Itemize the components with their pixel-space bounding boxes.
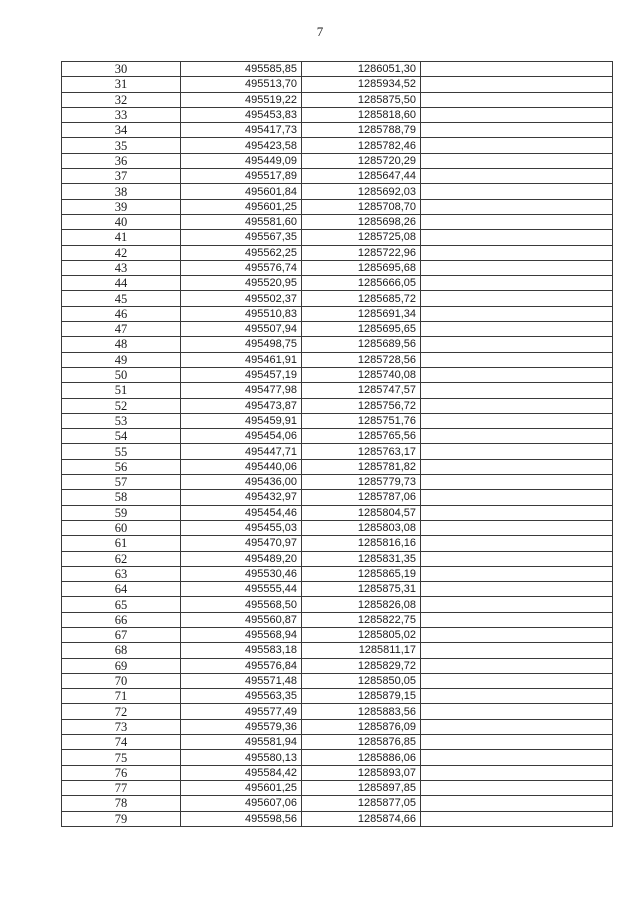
y-coordinate-cell: 1285829,72	[302, 658, 421, 673]
table-row	[62, 367, 613, 382]
x-coordinate-cell: 495581,94	[181, 735, 302, 750]
point-number-cell: 51	[62, 383, 181, 398]
y-coordinate-cell: 1285934,52	[302, 77, 421, 92]
table-row	[62, 704, 613, 719]
table-row	[62, 276, 613, 291]
table-row	[62, 352, 613, 367]
point-number-cell: 36	[62, 153, 181, 168]
empty-cell	[421, 627, 613, 642]
table-row	[62, 429, 613, 444]
empty-cell	[421, 780, 613, 795]
empty-cell	[421, 597, 613, 612]
empty-cell	[421, 750, 613, 765]
point-number-cell: 56	[62, 459, 181, 474]
y-coordinate-cell: 1285647,44	[302, 169, 421, 184]
y-coordinate-cell: 1285722,96	[302, 245, 421, 260]
x-coordinate-cell: 495579,36	[181, 719, 302, 734]
point-number-cell: 37	[62, 169, 181, 184]
y-coordinate-cell: 1285787,06	[302, 490, 421, 505]
x-coordinate-cell: 495607,06	[181, 796, 302, 811]
empty-cell	[421, 398, 613, 413]
table-row	[62, 107, 613, 122]
x-coordinate-cell: 495498,75	[181, 337, 302, 352]
y-coordinate-cell: 1285886,06	[302, 750, 421, 765]
point-number-cell: 40	[62, 214, 181, 229]
point-number-cell: 59	[62, 505, 181, 520]
empty-cell	[421, 429, 613, 444]
y-coordinate-cell: 1285708,70	[302, 199, 421, 214]
table-row	[62, 413, 613, 428]
point-number-cell: 46	[62, 306, 181, 321]
empty-cell	[421, 199, 613, 214]
empty-cell	[421, 643, 613, 658]
point-number-cell: 38	[62, 184, 181, 199]
x-coordinate-cell: 495555,44	[181, 582, 302, 597]
y-coordinate-cell: 1285811,17	[302, 643, 421, 658]
x-coordinate-cell: 495423,58	[181, 138, 302, 153]
x-coordinate-cell: 495520,95	[181, 276, 302, 291]
table-row	[62, 811, 613, 826]
empty-cell	[421, 230, 613, 245]
y-coordinate-cell: 1285876,85	[302, 735, 421, 750]
point-number-cell: 69	[62, 658, 181, 673]
table-row	[62, 138, 613, 153]
table-row	[62, 643, 613, 658]
point-number-cell: 34	[62, 123, 181, 138]
y-coordinate-cell: 1285765,56	[302, 429, 421, 444]
coordinates-table	[61, 61, 613, 827]
y-coordinate-cell: 1285692,03	[302, 184, 421, 199]
point-number-cell: 60	[62, 520, 181, 535]
empty-cell	[421, 260, 613, 275]
table-row	[62, 780, 613, 795]
empty-cell	[421, 796, 613, 811]
x-coordinate-cell: 495457,19	[181, 367, 302, 382]
x-coordinate-cell: 495454,46	[181, 505, 302, 520]
table-row	[62, 735, 613, 750]
table-row	[62, 658, 613, 673]
table-row	[62, 184, 613, 199]
point-number-cell: 77	[62, 780, 181, 795]
point-number-cell: 55	[62, 444, 181, 459]
empty-cell	[421, 123, 613, 138]
y-coordinate-cell: 1285875,50	[302, 92, 421, 107]
y-coordinate-cell: 1285822,75	[302, 612, 421, 627]
point-number-cell: 62	[62, 551, 181, 566]
point-number-cell: 74	[62, 735, 181, 750]
x-coordinate-cell: 495583,18	[181, 643, 302, 658]
point-number-cell: 31	[62, 77, 181, 92]
table-row	[62, 750, 613, 765]
x-coordinate-cell: 495530,46	[181, 566, 302, 581]
table-row	[62, 597, 613, 612]
y-coordinate-cell: 1285804,57	[302, 505, 421, 520]
table-row	[62, 383, 613, 398]
point-number-cell: 76	[62, 765, 181, 780]
point-number-cell: 41	[62, 230, 181, 245]
y-coordinate-cell: 1285689,56	[302, 337, 421, 352]
y-coordinate-cell: 1285782,46	[302, 138, 421, 153]
x-coordinate-cell: 495571,48	[181, 673, 302, 688]
point-number-cell: 73	[62, 719, 181, 734]
table-row	[62, 673, 613, 688]
empty-cell	[421, 276, 613, 291]
x-coordinate-cell: 495507,94	[181, 322, 302, 337]
x-coordinate-cell: 495459,91	[181, 413, 302, 428]
x-coordinate-cell: 495517,89	[181, 169, 302, 184]
x-coordinate-cell: 495581,60	[181, 214, 302, 229]
point-number-cell: 49	[62, 352, 181, 367]
x-coordinate-cell: 495489,20	[181, 551, 302, 566]
empty-cell	[421, 536, 613, 551]
point-number-cell: 79	[62, 811, 181, 826]
y-coordinate-cell: 1285725,08	[302, 230, 421, 245]
point-number-cell: 72	[62, 704, 181, 719]
point-number-cell: 54	[62, 429, 181, 444]
table-row	[62, 153, 613, 168]
table-row	[62, 123, 613, 138]
empty-cell	[421, 383, 613, 398]
y-coordinate-cell: 1285875,31	[302, 582, 421, 597]
page-number: 7	[316, 24, 324, 39]
x-coordinate-cell: 495440,06	[181, 459, 302, 474]
y-coordinate-cell: 1285874,66	[302, 811, 421, 826]
empty-cell	[421, 352, 613, 367]
table-row	[62, 77, 613, 92]
point-number-cell: 68	[62, 643, 181, 658]
point-number-cell: 63	[62, 566, 181, 581]
point-number-cell: 47	[62, 322, 181, 337]
y-coordinate-cell: 1285747,57	[302, 383, 421, 398]
x-coordinate-cell: 495510,83	[181, 306, 302, 321]
empty-cell	[421, 475, 613, 490]
table-row	[62, 291, 613, 306]
y-coordinate-cell: 1285751,76	[302, 413, 421, 428]
x-coordinate-cell: 495601,84	[181, 184, 302, 199]
x-coordinate-cell: 495568,94	[181, 627, 302, 642]
empty-cell	[421, 673, 613, 688]
table-row	[62, 551, 613, 566]
x-coordinate-cell: 495560,87	[181, 612, 302, 627]
table-row	[62, 765, 613, 780]
point-number-cell: 33	[62, 107, 181, 122]
point-number-cell: 61	[62, 536, 181, 551]
empty-cell	[421, 291, 613, 306]
empty-cell	[421, 77, 613, 92]
empty-cell	[421, 444, 613, 459]
x-coordinate-cell: 495455,03	[181, 520, 302, 535]
y-coordinate-cell: 1285779,73	[302, 475, 421, 490]
empty-cell	[421, 184, 613, 199]
empty-cell	[421, 551, 613, 566]
empty-cell	[421, 337, 613, 352]
y-coordinate-cell: 1285826,08	[302, 597, 421, 612]
point-number-cell: 42	[62, 245, 181, 260]
y-coordinate-cell: 1285883,56	[302, 704, 421, 719]
x-coordinate-cell: 495447,71	[181, 444, 302, 459]
y-coordinate-cell: 1285691,34	[302, 306, 421, 321]
table-row	[62, 444, 613, 459]
table-row	[62, 306, 613, 321]
empty-cell	[421, 811, 613, 826]
table-row	[62, 719, 613, 734]
empty-cell	[421, 413, 613, 428]
y-coordinate-cell: 1285879,15	[302, 689, 421, 704]
table-row	[62, 612, 613, 627]
x-coordinate-cell: 495436,00	[181, 475, 302, 490]
y-coordinate-cell: 1285720,29	[302, 153, 421, 168]
empty-cell	[421, 735, 613, 750]
y-coordinate-cell: 1285695,65	[302, 322, 421, 337]
y-coordinate-cell: 1286051,30	[302, 62, 421, 77]
empty-cell	[421, 765, 613, 780]
x-coordinate-cell: 495449,09	[181, 153, 302, 168]
point-number-cell: 75	[62, 750, 181, 765]
x-coordinate-cell: 495576,74	[181, 260, 302, 275]
x-coordinate-cell: 495513,70	[181, 77, 302, 92]
empty-cell	[421, 214, 613, 229]
y-coordinate-cell: 1285805,02	[302, 627, 421, 642]
y-coordinate-cell: 1285831,35	[302, 551, 421, 566]
table-row	[62, 62, 613, 77]
empty-cell	[421, 62, 613, 77]
point-number-cell: 65	[62, 597, 181, 612]
y-coordinate-cell: 1285788,79	[302, 123, 421, 138]
table-row	[62, 459, 613, 474]
y-coordinate-cell: 1285698,26	[302, 214, 421, 229]
x-coordinate-cell: 495598,56	[181, 811, 302, 826]
y-coordinate-cell: 1285865,19	[302, 566, 421, 581]
y-coordinate-cell: 1285816,16	[302, 536, 421, 551]
x-coordinate-cell: 495567,35	[181, 230, 302, 245]
x-coordinate-cell: 495576,84	[181, 658, 302, 673]
empty-cell	[421, 107, 613, 122]
point-number-cell: 70	[62, 673, 181, 688]
empty-cell	[421, 245, 613, 260]
point-number-cell: 43	[62, 260, 181, 275]
x-coordinate-cell: 495432,97	[181, 490, 302, 505]
x-coordinate-cell: 495563,35	[181, 689, 302, 704]
table-row	[62, 199, 613, 214]
empty-cell	[421, 658, 613, 673]
x-coordinate-cell: 495601,25	[181, 780, 302, 795]
y-coordinate-cell: 1285818,60	[302, 107, 421, 122]
empty-cell	[421, 306, 613, 321]
empty-cell	[421, 704, 613, 719]
y-coordinate-cell: 1285897,85	[302, 780, 421, 795]
point-number-cell: 58	[62, 490, 181, 505]
empty-cell	[421, 505, 613, 520]
point-number-cell: 52	[62, 398, 181, 413]
empty-cell	[421, 169, 613, 184]
empty-cell	[421, 367, 613, 382]
empty-cell	[421, 689, 613, 704]
x-coordinate-cell: 495473,87	[181, 398, 302, 413]
y-coordinate-cell: 1285850,05	[302, 673, 421, 688]
x-coordinate-cell: 495580,13	[181, 750, 302, 765]
x-coordinate-cell: 495584,42	[181, 765, 302, 780]
table-row	[62, 230, 613, 245]
empty-cell	[421, 322, 613, 337]
point-number-cell: 44	[62, 276, 181, 291]
table-row	[62, 490, 613, 505]
table-row	[62, 520, 613, 535]
x-coordinate-cell: 495568,50	[181, 597, 302, 612]
empty-cell	[421, 719, 613, 734]
y-coordinate-cell: 1285781,82	[302, 459, 421, 474]
y-coordinate-cell: 1285695,68	[302, 260, 421, 275]
y-coordinate-cell: 1285728,56	[302, 352, 421, 367]
table-row	[62, 505, 613, 520]
y-coordinate-cell: 1285685,72	[302, 291, 421, 306]
point-number-cell: 67	[62, 627, 181, 642]
y-coordinate-cell: 1285893,07	[302, 765, 421, 780]
empty-cell	[421, 612, 613, 627]
point-number-cell: 71	[62, 689, 181, 704]
point-number-cell: 48	[62, 337, 181, 352]
point-number-cell: 50	[62, 367, 181, 382]
table-row	[62, 536, 613, 551]
table-row	[62, 566, 613, 581]
y-coordinate-cell: 1285877,05	[302, 796, 421, 811]
empty-cell	[421, 566, 613, 581]
table-row	[62, 627, 613, 642]
y-coordinate-cell: 1285666,05	[302, 276, 421, 291]
empty-cell	[421, 153, 613, 168]
point-number-cell: 53	[62, 413, 181, 428]
point-number-cell: 78	[62, 796, 181, 811]
point-number-cell: 66	[62, 612, 181, 627]
empty-cell	[421, 582, 613, 597]
point-number-cell: 32	[62, 92, 181, 107]
empty-cell	[421, 92, 613, 107]
x-coordinate-cell: 495453,83	[181, 107, 302, 122]
table-row	[62, 337, 613, 352]
x-coordinate-cell: 495585,85	[181, 62, 302, 77]
table-row	[62, 245, 613, 260]
table-row	[62, 214, 613, 229]
y-coordinate-cell: 1285756,72	[302, 398, 421, 413]
x-coordinate-cell: 495477,98	[181, 383, 302, 398]
point-number-cell: 57	[62, 475, 181, 490]
empty-cell	[421, 459, 613, 474]
y-coordinate-cell: 1285740,08	[302, 367, 421, 382]
coordinates-table-body	[62, 62, 613, 827]
point-number-cell: 64	[62, 582, 181, 597]
x-coordinate-cell: 495577,49	[181, 704, 302, 719]
x-coordinate-cell: 495601,25	[181, 199, 302, 214]
x-coordinate-cell: 495502,37	[181, 291, 302, 306]
table-row	[62, 582, 613, 597]
x-coordinate-cell: 495461,91	[181, 352, 302, 367]
x-coordinate-cell: 495470,97	[181, 536, 302, 551]
point-number-cell: 39	[62, 199, 181, 214]
x-coordinate-cell: 495417,73	[181, 123, 302, 138]
y-coordinate-cell: 1285876,09	[302, 719, 421, 734]
empty-cell	[421, 520, 613, 535]
empty-cell	[421, 138, 613, 153]
table-row	[62, 689, 613, 704]
table-row	[62, 169, 613, 184]
x-coordinate-cell: 495519,22	[181, 92, 302, 107]
point-number-cell: 35	[62, 138, 181, 153]
table-row	[62, 322, 613, 337]
y-coordinate-cell: 1285763,17	[302, 444, 421, 459]
empty-cell	[421, 490, 613, 505]
x-coordinate-cell: 495562,25	[181, 245, 302, 260]
x-coordinate-cell: 495454,06	[181, 429, 302, 444]
table-row	[62, 796, 613, 811]
point-number-cell: 30	[62, 62, 181, 77]
y-coordinate-cell: 1285803,08	[302, 520, 421, 535]
table-row	[62, 260, 613, 275]
point-number-cell: 45	[62, 291, 181, 306]
table-row	[62, 92, 613, 107]
table-row	[62, 398, 613, 413]
table-row	[62, 475, 613, 490]
